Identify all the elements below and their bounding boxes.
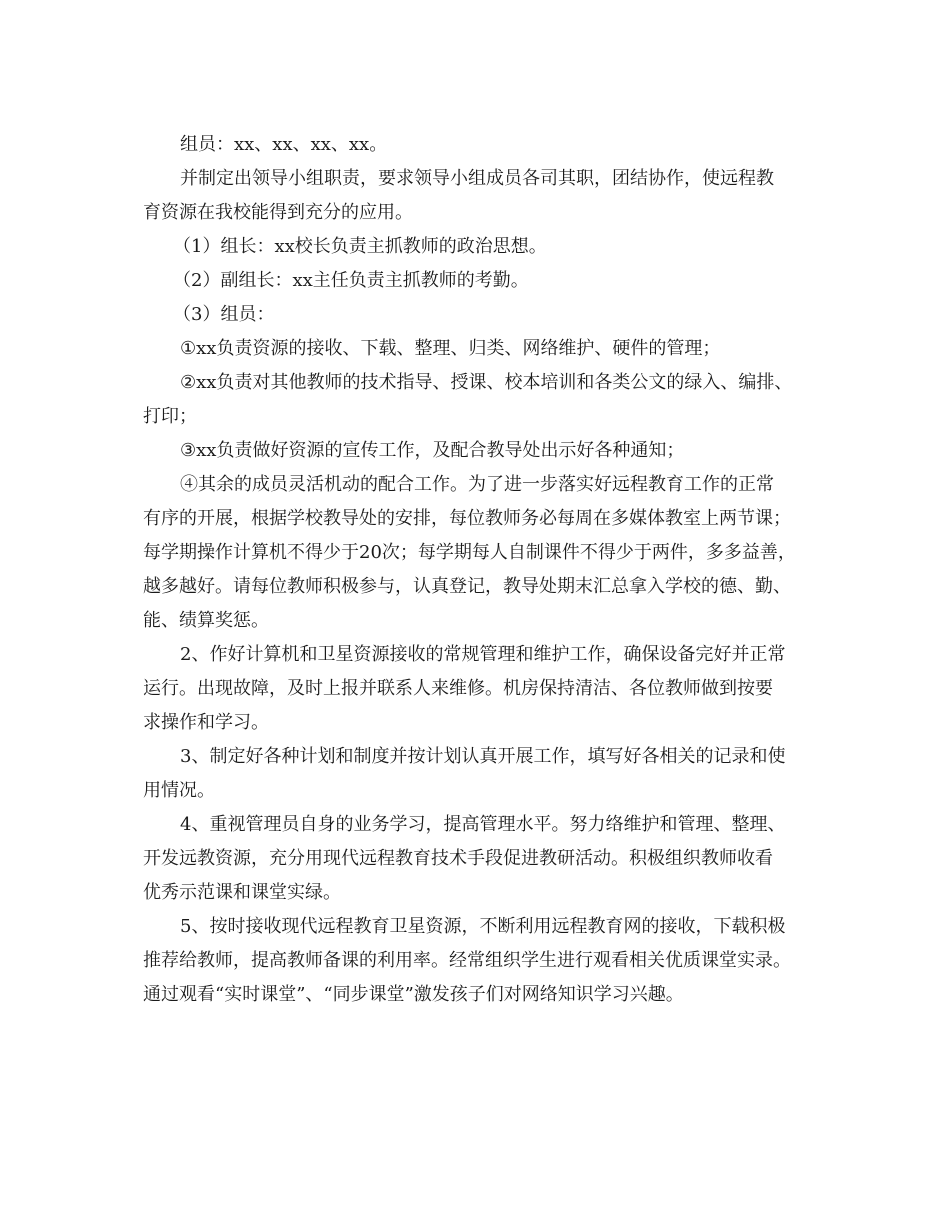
text-line: 组员：xx、xx、xx、xx。 xyxy=(180,134,388,155)
text-line: 打印； xyxy=(143,406,197,427)
text-line: 每学期操作计算机不得少于20次；每学期每人自制课件不得少于两件，多多益善， xyxy=(143,542,796,563)
text-line: 运行。出现故障，及时上报并联系人来维修。机房保持清洁、各位教师做到按要 xyxy=(143,678,773,699)
text-line: 求操作和学习。 xyxy=(143,712,269,733)
text-line: 育资源在我校能得到充分的应用。 xyxy=(143,202,413,223)
text-line: ②xx负责对其他教师的技术指导、授课、校本培训和各类公文的绿入、编排、 xyxy=(180,372,793,393)
text-line: 推荐给教师，提高教师备课的利用率。经常组织学生进行观看相关优质课堂实录。 xyxy=(143,950,791,971)
text-line: ①xx负责资源的接收、下载、整理、归类、网络维护、硬件的管理； xyxy=(180,338,721,359)
text-line: 越多越好。请每位教师积极参与，认真登记，教导处期末汇总拿入学校的德、勤、 xyxy=(143,576,791,597)
text-line: （3）组员： xyxy=(173,304,275,325)
text-line: 通过观看“实时课堂”、“同步课堂”激发孩子们对网络知识学习兴趣。 xyxy=(143,984,684,1005)
text-line: 并制定出领导小组职责，要求领导小组成员各司其职，团结协作，使远程教 xyxy=(180,168,774,189)
document-body xyxy=(143,128,818,1012)
text-line: ④其余的成员灵活机动的配合工作。为了进一步落实好远程教育工作的正常 xyxy=(180,474,774,495)
text-line: 3、制定好各种计划和制度并按计划认真开展工作，填写好各相关的记录和使 xyxy=(180,746,786,767)
text-line: 4、重视管理员自身的业务学习，提高管理水平。努力络维护和管理、整理、 xyxy=(180,814,786,835)
text-line: （1）组长：xx校长负责主抓教师的政治思想。 xyxy=(173,236,547,257)
text-line: ③xx负责做好资源的宣传工作，及配合教导处出示好各种通知； xyxy=(180,440,685,461)
text-line: 有序的开展，根据学校教导处的安排，每位教师务必每周在多媒体教室上两节课； xyxy=(143,508,791,529)
text-line: 优秀示范课和课堂实绿。 xyxy=(143,882,341,903)
text-line: 5、按时接收现代远程教育卫星资源，不断利用远程教育网的接收，下载积极 xyxy=(180,916,786,937)
text-line: 开发远教资源，充分用现代远程教育技术手段促进教研活动。积极组织教师收看 xyxy=(143,848,773,869)
text-line: 2、作好计算机和卫星资源接收的常规管理和维护工作，确保设备完好并正常 xyxy=(180,644,786,665)
text-line: 能、绩算奖惩。 xyxy=(143,610,269,631)
text-line: 用情况。 xyxy=(143,780,215,801)
text-line: （2）副组长：xx主任负责主抓教师的考勤。 xyxy=(173,270,529,291)
